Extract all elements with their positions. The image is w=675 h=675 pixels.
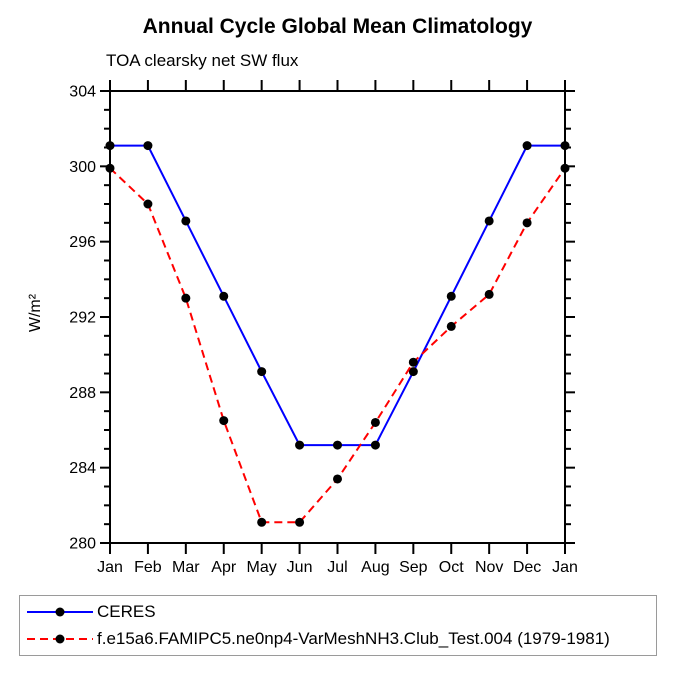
y-axis-tick-label: 280 bbox=[69, 535, 96, 553]
data-point-series0-Oct bbox=[447, 292, 456, 301]
data-point-series0-Jun bbox=[295, 441, 304, 450]
legend-sample-dashed-line-icon bbox=[26, 632, 94, 646]
x-axis-tick-label: Jan bbox=[552, 559, 578, 576]
x-axis-tick-label: Jul bbox=[327, 559, 348, 576]
data-point-series0-Jan bbox=[561, 141, 570, 150]
legend bbox=[19, 595, 657, 656]
data-point-series1-Jun bbox=[295, 518, 304, 527]
data-point-series1-Mar bbox=[181, 294, 190, 303]
y-axis-tick-label: 300 bbox=[69, 158, 96, 176]
data-point-series0-Jul bbox=[333, 441, 342, 450]
y-axis-tick-label: 296 bbox=[69, 234, 96, 252]
x-axis-tick-label: Apr bbox=[211, 559, 237, 576]
legend-label-model: f.e15a6.FAMIPC5.ne0np4-VarMeshNH3.Club_Test.004 (1979-1981) bbox=[97, 629, 610, 648]
data-point-series1-Sep bbox=[409, 358, 418, 367]
data-point-series1-Nov bbox=[485, 290, 494, 299]
x-axis-tick-label: Jan bbox=[97, 559, 123, 576]
x-axis-tick-label: Feb bbox=[134, 559, 162, 576]
x-axis-tick-label: Jun bbox=[286, 559, 313, 576]
data-point-series0-Jan bbox=[106, 141, 115, 150]
y-axis-title: W/m² bbox=[27, 293, 44, 333]
x-axis-tick-label: Oct bbox=[438, 559, 464, 576]
x-axis-tick-label: Mar bbox=[172, 559, 200, 576]
legend-label-ceres: CERES bbox=[97, 602, 156, 621]
data-point-series1-Jan bbox=[106, 164, 115, 173]
chart-title: Annual Cycle Global Mean Climatology bbox=[142, 15, 533, 38]
x-axis-tick-label: Aug bbox=[361, 559, 390, 576]
series-line-0 bbox=[110, 146, 565, 445]
data-point-series0-Feb bbox=[143, 141, 152, 150]
data-point-series0-Aug bbox=[371, 441, 380, 450]
data-point-series0-Nov bbox=[485, 216, 494, 225]
x-axis-tick-label: Nov bbox=[474, 559, 504, 576]
x-axis-tick-label: Sep bbox=[399, 559, 428, 576]
data-point-series1-Apr bbox=[219, 416, 228, 425]
data-point-series1-Feb bbox=[143, 200, 152, 209]
x-axis-tick-label: Dec bbox=[512, 559, 542, 576]
data-point-series1-May bbox=[257, 518, 266, 527]
data-point-series1-Jan bbox=[561, 164, 570, 173]
y-axis-tick-label: 292 bbox=[69, 309, 96, 327]
legend-sample-solid-line-icon bbox=[26, 605, 94, 619]
data-point-series1-Jul bbox=[333, 474, 342, 483]
data-point-series0-May bbox=[257, 367, 266, 376]
data-point-series1-Dec bbox=[523, 218, 532, 227]
data-point-series1-Oct bbox=[447, 322, 456, 331]
data-point-series0-Apr bbox=[219, 292, 228, 301]
y-axis-tick-label: 304 bbox=[69, 83, 96, 101]
legend-item-ceres bbox=[20, 599, 656, 626]
x-axis-tick-label: May bbox=[246, 559, 277, 576]
y-axis-tick-label: 284 bbox=[69, 460, 96, 478]
chart-subtitle: TOA clearsky net SW flux bbox=[106, 51, 299, 70]
legend-item-model bbox=[20, 626, 656, 653]
y-axis-tick-label: 288 bbox=[69, 384, 96, 402]
data-point-series1-Aug bbox=[371, 418, 380, 427]
series-line-1 bbox=[110, 168, 565, 522]
data-point-series0-Dec bbox=[523, 141, 532, 150]
data-point-series0-Mar bbox=[181, 216, 190, 225]
